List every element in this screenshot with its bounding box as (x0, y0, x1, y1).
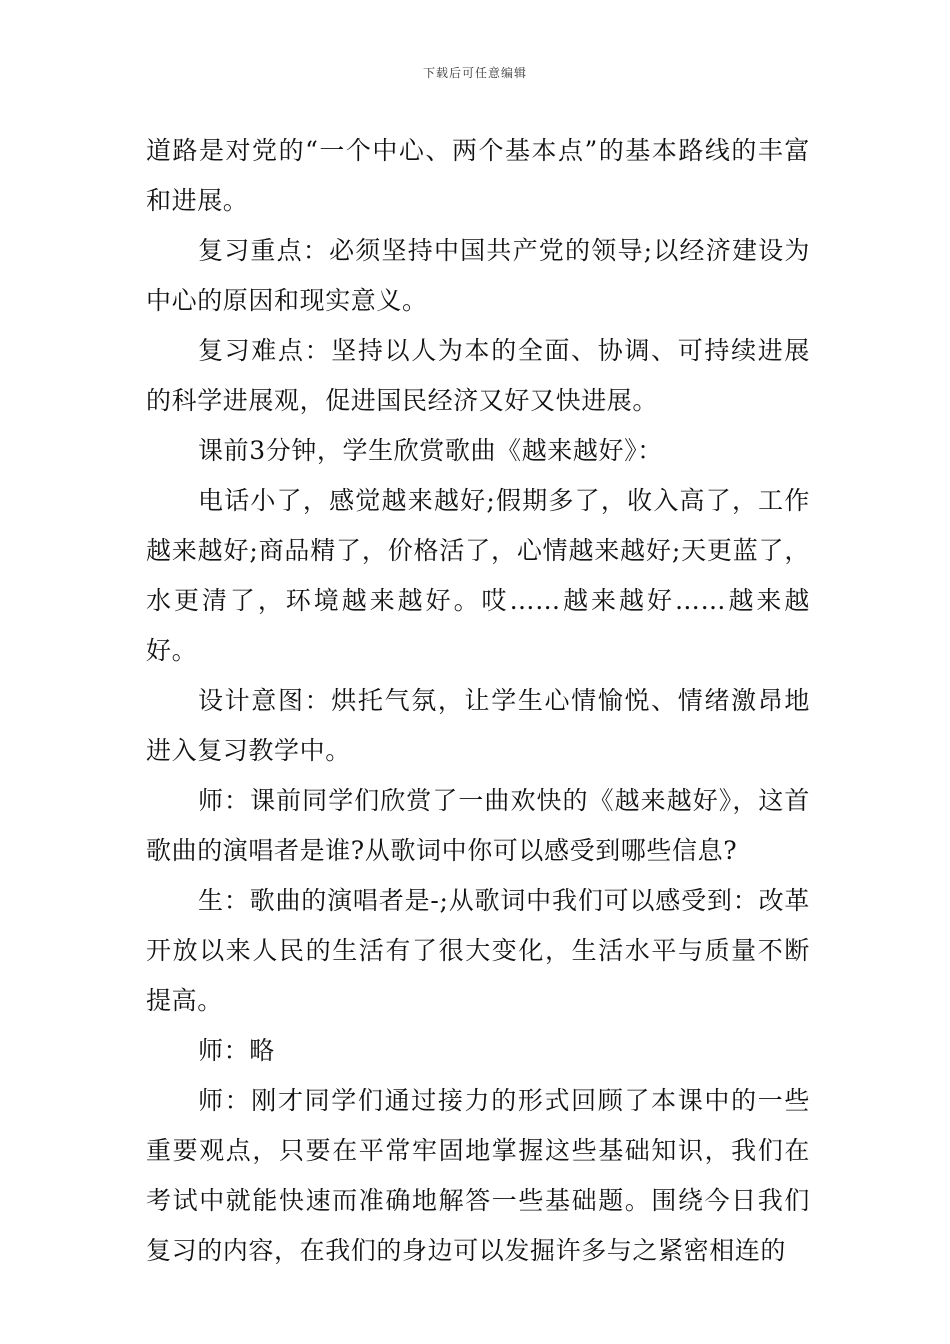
paragraph-8: 生：歌曲的演唱者是-;从歌词中我们可以感受到：改革开放以来人民的生活有了很大变化，生活水平与质量不断提高。 (146, 886, 810, 1015)
paragraph-2: 复习重点：必须坚持中国共产党的领导;以经济建设为中心的原因和现实意义。 (146, 236, 810, 315)
paragraph-10: 师：刚才同学们通过接力的形式回顾了本课中的一些重要观点，只要在平常牢固地掌握这些基础知识，我们在考试中就能快速而准确地解答一些基础题。围绕今日我们复习的内容，在我们的身边可以发掘许多与之紧密相连的 (146, 1086, 810, 1265)
paragraph-7: 师：课前同学们欣赏了一曲欢快的《越来越好》，这首歌曲的演唱者是谁?从歌词中你可以感受到哪些信息? (146, 786, 810, 865)
paragraph-4: 课前3分钟，学生欣赏歌曲《越来越好》： (198, 436, 663, 465)
document-body (146, 126, 810, 1276)
paragraph-3: 复习难点：坚持以人为本的全面、协调、可持续进展的科学进展观，促进国民经济又好又快进展。 (146, 336, 810, 415)
paragraph-9: 师：略 (198, 1036, 275, 1065)
paragraph-1: 道路是对党的“一个中心、两个基本点”的基本路线的丰富和进展。 (146, 136, 810, 215)
page-header: 下载后可任意编辑 (422, 66, 527, 80)
paragraph-5: 电话小了，感觉越来越好;假期多了，收入高了，工作越来越好;商品精了，价格活了，心情越来越好;天更蓝了，水更清了，环境越来越好。哎……越来越好……越来越好。 (146, 486, 810, 665)
paragraph-6: 设计意图：烘托气氛，让学生心情愉悦、情绪激昂地进入复习教学中。 (146, 686, 810, 765)
